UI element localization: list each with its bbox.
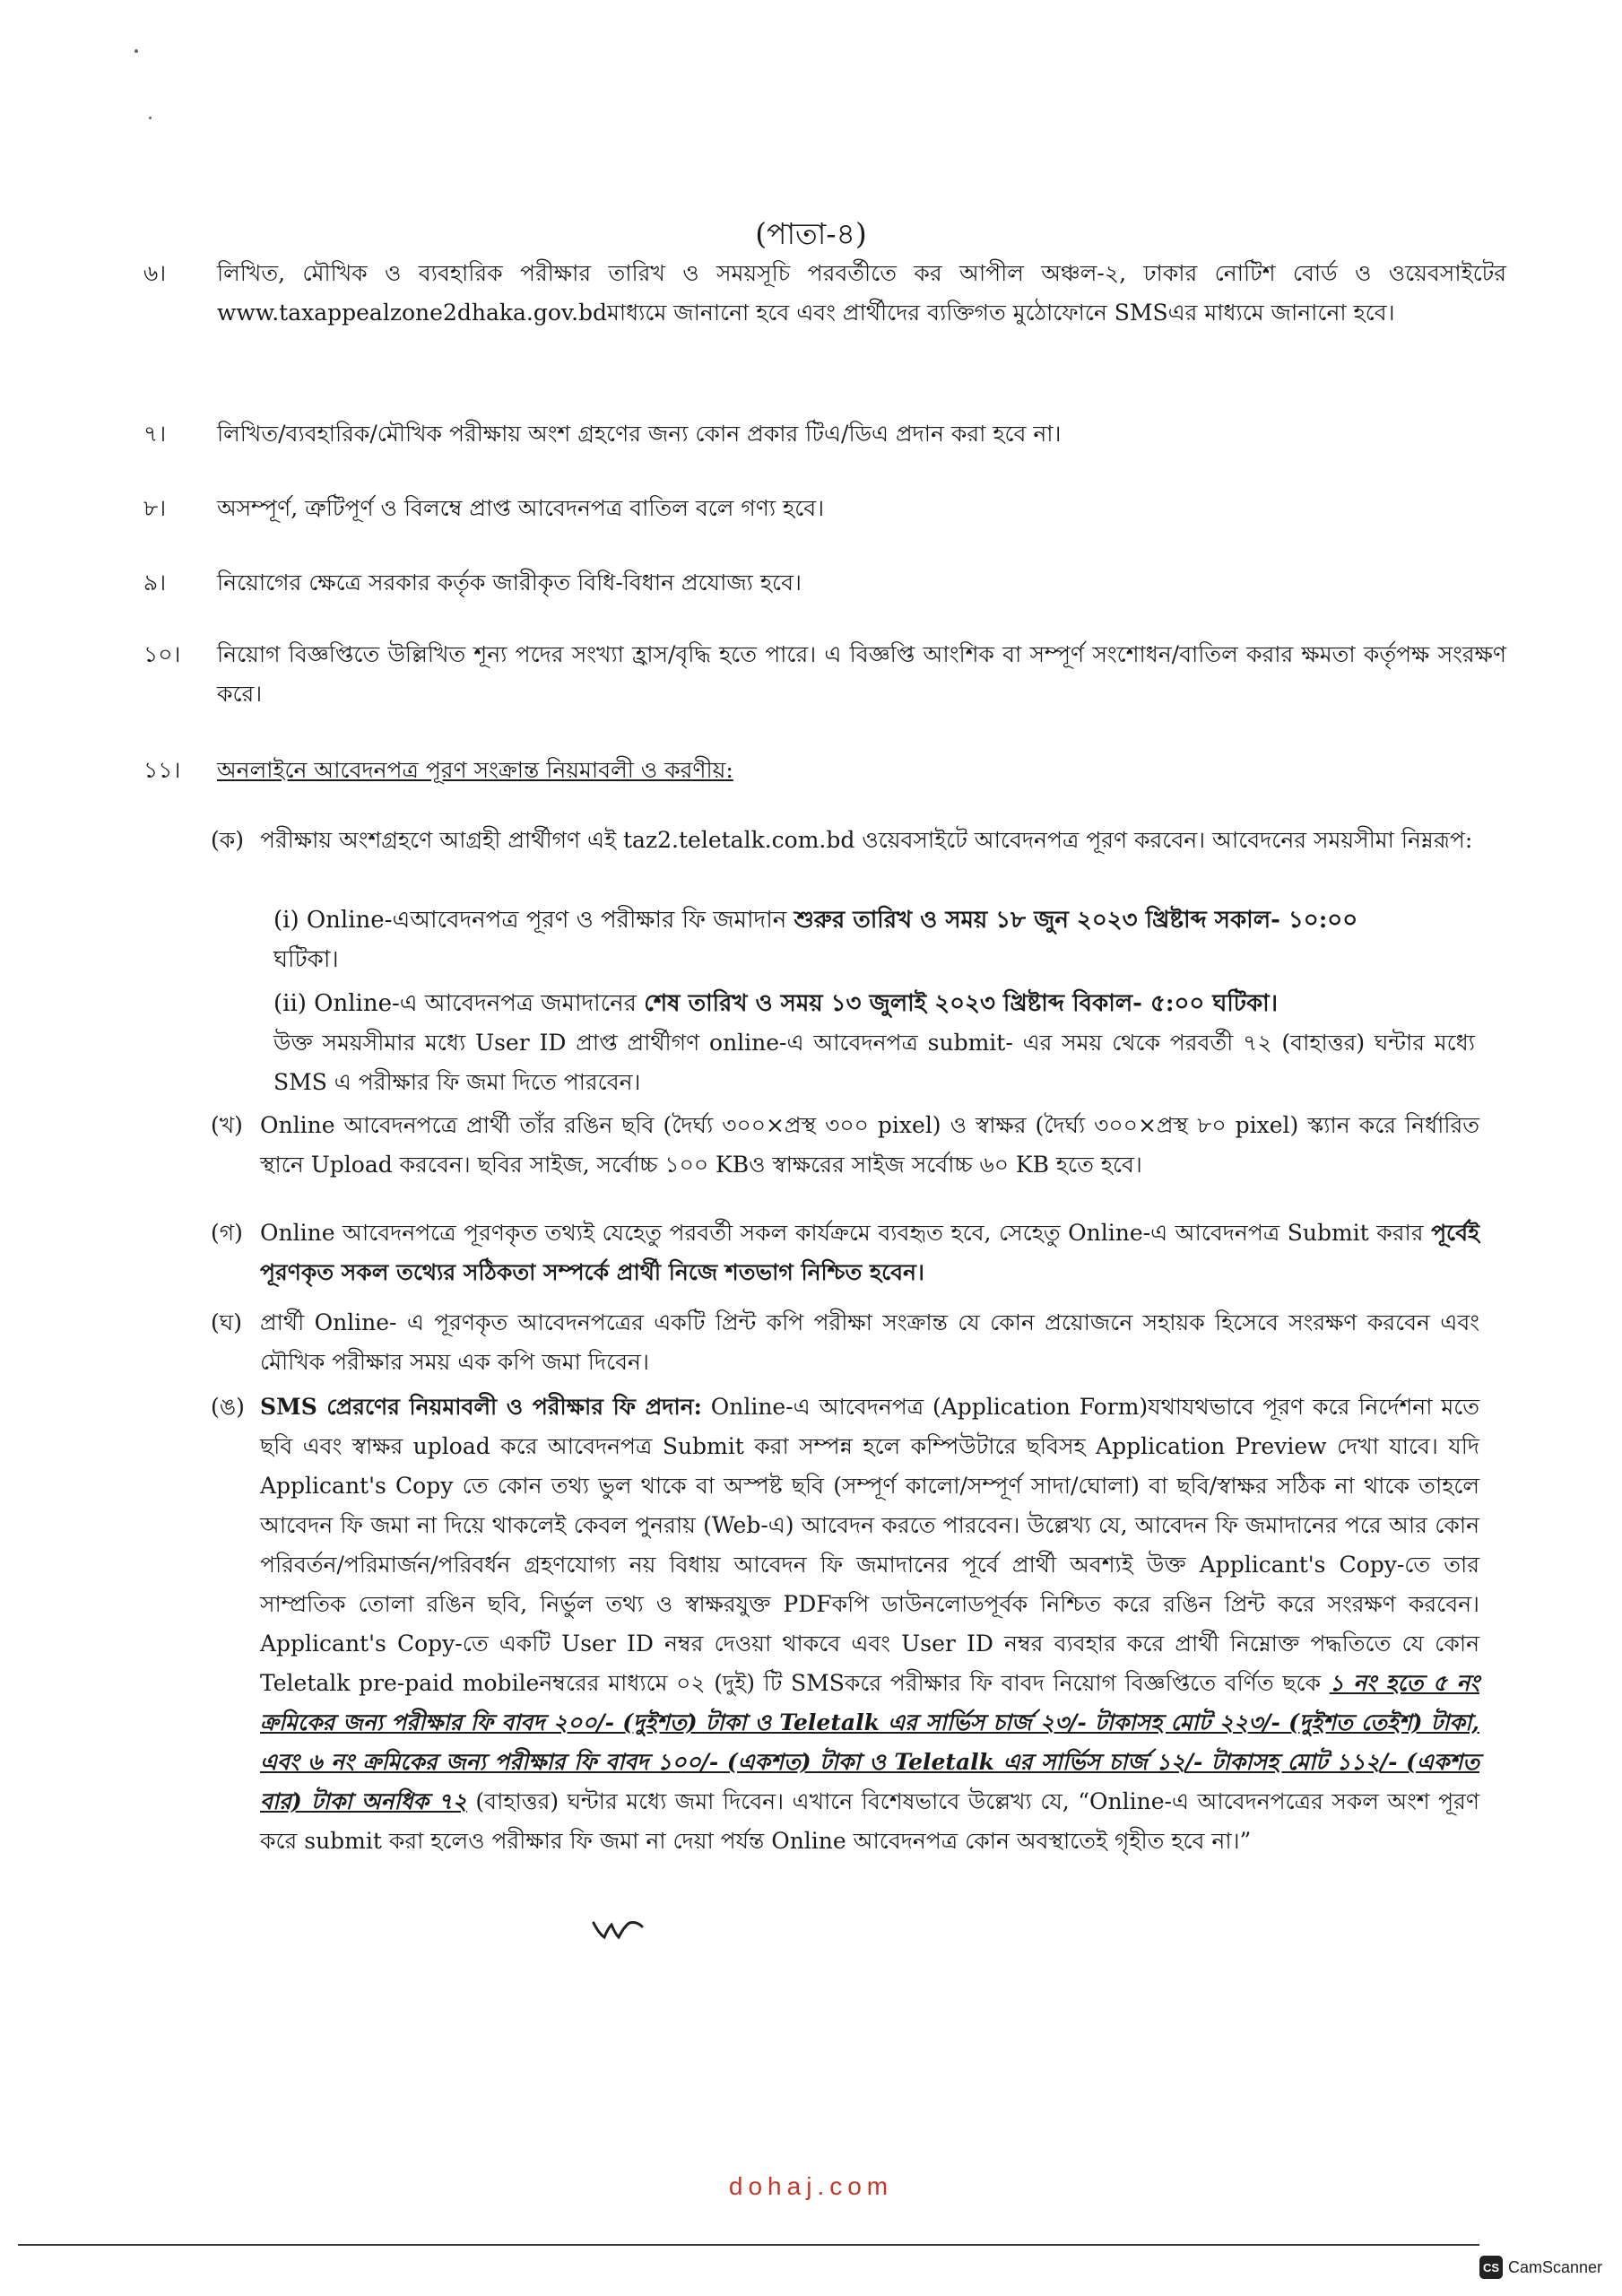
camscanner-badge	[1479, 2256, 1602, 2279]
clause-7	[143, 414, 1506, 454]
camscanner-label: CamScanner	[1508, 2257, 1603, 2276]
page-number-header: (পাতা-৪)	[755, 216, 867, 251]
subclause-text: Online আবেদনপত্রে প্রার্থী তাঁর রঙিন ছবি (দৈর্ঘ্য ৩০০×প্রস্থ ৩০০ pixel) ও স্বাক্ষর (দৈর্ঘ্য ৩০০×প্রস্থ ৮০ pixel) স্ক্যান করে নির্ধারিত স্থানে Upload করবেন। ছবির সাইজ, সর্বোচ্চ ১০০ KBও স্বাক্ষরের সাইজ সর্বোচ্চ ৬০ KB হতে হবে।	[260, 1112, 1479, 1178]
subclause-bold-lead: SMS প্রেরণের নিয়মাবলী ও পরীক্ষার ফি প্রদান:	[260, 1394, 702, 1420]
bottom-divider	[18, 2244, 1479, 2246]
schedule-start-end: ঘটিকা।	[273, 946, 339, 973]
subclause-ka	[211, 821, 1479, 860]
subclause-ga	[211, 1213, 1479, 1292]
schedule-note-text: উক্ত সময়সীমার মধ্যে User ID প্রাপ্ত প্রার্থীগণ online-এ আবেদনপত্র submit- এর সময় থেকে পরবর্তী ৭২ (বাহাত্তর) ঘন্টার মধ্যে SMS এ পরীক্ষার ফি জমা দিতে পারবেন।	[273, 1030, 1475, 1095]
schedule-end-bold: শেষ তারিখ ও সময় ১৩ জুলাই ২০২৩ খ্রিষ্টাব্দ বিকাল- ৫:০০ ঘটিকা।	[644, 990, 1278, 1017]
subclause-text-bold: পূর্বেই পূরণকৃত সকল তথ্যের সঠিকতা সম্পর্কে প্রার্থী নিজে শতভাগ নিশ্চিত হবেন।	[260, 1220, 1479, 1285]
schedule-start-text: (i) Online-এআবেদনপত্র পূরণ ও পরীক্ষার ফি জমাদান	[273, 907, 794, 934]
subclause-text-tail: (বাহাত্তর) ঘন্টার মধ্যে জমা দিবেন। এখানে বিশেষভাবে উল্লেখ্য যে, “Online-এ আবেদনপত্রের সকল অংশ পূরণ করে submit করা হলেও পরীক্ষার ফি জমা না দেয়া পর্যন্ত Online আবেদনপত্র কোন অবস্থাতেই গৃহীত হবে না।”	[260, 1788, 1479, 1854]
subclause-kha	[211, 1106, 1479, 1185]
subclause-label: (খ)	[211, 1112, 243, 1138]
subclause-label: (গ)	[211, 1220, 243, 1246]
clause-10	[143, 635, 1506, 714]
clause-9	[143, 563, 1506, 603]
subclause-label: (ঙ)	[211, 1394, 245, 1420]
clause-text: অসম্পূর্ণ, ত্রুটিপূর্ণ ও বিলম্বে প্রাপ্ত আবেদনপত্র বাতিল বলে গণ্য হবে।	[217, 495, 825, 521]
scan-speck	[134, 49, 138, 53]
subclause-gha	[211, 1303, 1479, 1382]
schedule-end-text: (ii) Online-এ আবেদনপত্র জমাদানের	[273, 990, 645, 1017]
subclause-text	[260, 1387, 1479, 1861]
clause-6	[143, 254, 1506, 333]
subclause-uma	[211, 1387, 1480, 1861]
subclause-text-plain: Online-এ আবেদনপত্র (Application Form)যথাযথভাবে পূরণ করে নির্দেশনা মতে ছবি এবং স্বাক্ষর upload করে আবেদনপত্র Submit করা সম্পন্ন হলে কম্পিউটারে ছবিসহ Application Preview দেখা যাবে। যদি Applicant's Copy তে কোন তথ্য ভুল থাকে বা অস্পষ্ট ছবি (সম্পূর্ণ কালো/সম্পূর্ণ সাদা/ঘোলা) বা ছবি/স্বাক্ষর সঠিক না থাকে তাহলে আবেদন ফি জমা না দিয়ে থাকলেই কেবল পুনরায় (Web-এ) আবেদন করতে পারবেন। উল্লেখ্য যে, আবেদন ফি জমাদানের পরে আর কোন পরিবর্তন/পরিমার্জন/পরিবর্ধন গ্রহণযোগ্য নয় বিধায় আবেদন ফি জমাদানের পূর্বে প্রার্থী অবশ্যই উক্ত Applicant's Copy-তে তার সাম্প্রতিক তোলা রঙিন ছবি, নির্ভুল তথ্য ও স্বাক্ষরযুক্ত PDFকপি ডাউনলোডপূর্বক নিশ্চিত করে রঙিন প্রিন্ট করে সংরক্ষণ করবেন। Applicant's Copy-তে একটি User ID নম্বর দেওয়া থাকবে এবং User ID নম্বর ব্যবহার করে প্রার্থী নিম্নোক্ত পদ্ধতিতে যে কোন Teletalk pre-paid mobileনম্বরের মাধ্যমে ০২ (দুই) টি SMSকরে পরীক্ষার ফি বাবদ নিয়োগ বিজ্ঞপ্তিতে বর্ণিত ছকে	[260, 1394, 1480, 1696]
fee-details-underlined: ১ নং হতে ৫ নং ক্রমিকের জন্য পরীক্ষার ফি বাবদ ২০০/- (দুইশত) টাকা ও Teletalk এর সার্ভিস চার্জ ২৩/- টাকাসহ মোট ২২৩/- (দুইশত তেইশ) টাকা, এবং ৬ নং ক্রমিকের জন্য পরীক্ষার ফি বাবদ ১০০/- (একশত) টাকা ও Teletalk এর সার্ভিস চার্জ ১২/- টাকাসহ মোট ১১২/- (একশত বার) টাকা অনধিক ৭২	[260, 1670, 1479, 1814]
clause-text: লিখিত/ব্যবহারিক/মৌখিক পরীক্ষায় অংশ গ্রহণের জন্য কোন প্রকার টিএ/ডিএ প্রদান করা হবে না।	[217, 421, 1062, 447]
clause-11	[143, 751, 1506, 790]
clause-number: ৯।	[143, 570, 167, 596]
subclause-text-plain: Online আবেদনপত্রে পূরণকৃত তথ্যই যেহেতু পরবর্তী সকল কার্যক্রমে ব্যবহৃত হবে, সেহেতু Online-এ আবেদনপত্র Submit করার	[260, 1220, 1432, 1246]
schedule-start	[273, 900, 1475, 979]
clause-8	[143, 489, 1506, 528]
clause-number: ৬।	[143, 260, 167, 286]
subclause-label: (ঘ)	[211, 1309, 242, 1335]
camscanner-icon: CS	[1479, 2256, 1503, 2279]
clause-text: নিয়োগ বিজ্ঞপ্তিতে উল্লিখিত শূন্য পদের সংখ্যা হ্রাস/বৃদ্ধি হতে পারে। এ বিজ্ঞপ্তি আংশিক বা সম্পূর্ণ সংশোধন/বাতিল করার ক্ষমতা কর্তৃপক্ষ সংরক্ষণ করে।	[217, 641, 1506, 707]
subclause-text: পরীক্ষায় অংশগ্রহণে আগ্রহী প্রার্থীগণ এই taz2.teletalk.com.bd ওয়েবসাইটে আবেদনপত্র পূরণ করবেন। আবেদনের সময়সীমা নিম্নরূপ:	[260, 827, 1473, 853]
clause-heading: অনলাইনে আবেদনপত্র পূরণ সংক্রান্ত নিয়মাবলী ও করণীয়:	[217, 757, 733, 783]
schedule-end	[273, 984, 1475, 1023]
scan-speck	[149, 117, 152, 119]
schedule-start-bold: শুরুর তারিখ ও সময় ১৮ জুন ২০২৩ খ্রিষ্টাব্দ সকাল- ১০:০০	[794, 907, 1358, 934]
clause-number: ৭।	[143, 421, 167, 447]
clause-number: ১০।	[143, 641, 181, 667]
signature-mark	[592, 1910, 646, 1946]
clause-text: লিখিত, মৌখিক ও ব্যবহারিক পরীক্ষার তারিখ ও সময়সূচি পরবর্তীতে কর আপীল অঞ্চল-২, ঢাকার নোটিশ বোর্ড ও ওয়েবসাইটের www.taxappealzone2dhaka.gov.bdমাধ্যমে জানানো হবে এবং প্রার্থীদের ব্যক্তিগত মুঠোফোনে SMSএর মাধ্যমে জানানো হবে।	[217, 260, 1506, 326]
schedule-note	[273, 1023, 1475, 1102]
clause-number: ৮।	[143, 495, 167, 521]
subclause-text: প্রার্থী Online- এ পূরণকৃত আবেদনপত্রের একটি প্রিন্ট কপি পরীক্ষা সংক্রান্ত যে কোন প্রয়োজনে সহায়ক হিসেবে সংরক্ষণ করবেন এবং মৌখিক পরীক্ষার সময় এক কপি জমা দিবেন।	[260, 1309, 1479, 1375]
subclause-text	[260, 1213, 1479, 1292]
watermark-text: dohaj.com	[728, 2172, 894, 2200]
clause-number: ১১।	[143, 757, 181, 783]
subclause-label: (ক)	[211, 827, 244, 853]
clause-text: নিয়োগের ক্ষেত্রে সরকার কর্তৃক জারীকৃত বিধি-বিধান প্রযোজ্য হবে।	[217, 570, 802, 596]
